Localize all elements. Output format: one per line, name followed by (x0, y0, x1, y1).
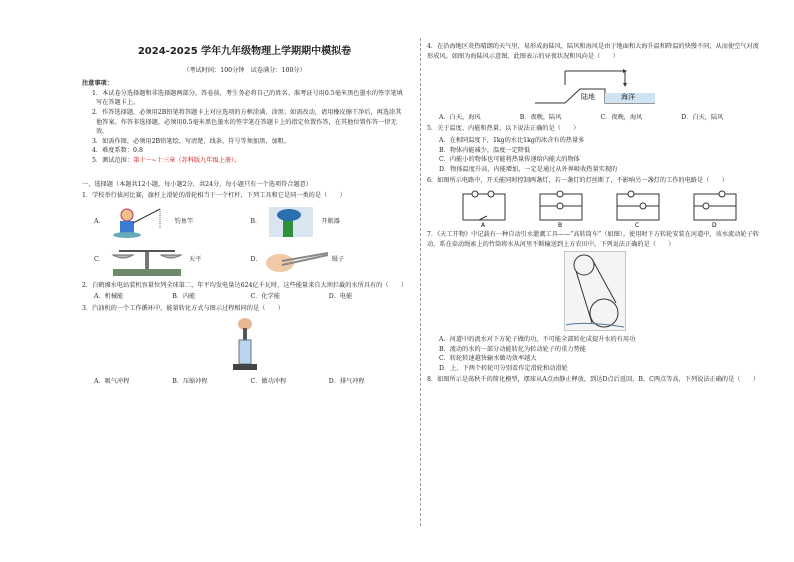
q4-figure (427, 63, 762, 113)
q7-option-c: C．转轮转速越快输水做功效率越大 (439, 355, 537, 363)
q4-option-d: D．白天，陆风 (681, 113, 724, 121)
note-4: 4．难度系数：0.8 (92, 147, 143, 155)
q4-option-c: C．夜晚，海风 (600, 113, 643, 121)
q3-figure (82, 316, 407, 378)
tweezers-image (262, 245, 332, 275)
q7-figure (427, 251, 762, 335)
q2-option-a: A．机械能 (94, 293, 124, 301)
note-5-label: 5．测试范围： (92, 156, 134, 164)
fishing-boy-image (105, 205, 175, 239)
q1-option-a (94, 205, 251, 239)
question-4: 4．在沿海地区炎热晴朗的天气里，易形成海陆风，陆风和海风是由于地面和大海升温和降温的快慢不同，从而使空气对流形成风。如图为海陆风示意图，此图表示的昼夜状况和风向是（ ） (427, 43, 759, 60)
question-8: 8．如图所示是荡秋千的简化模型，摆球从A点由静止释放，到达D点后返回，B、C两点等高，下列说法正确的是（ ） (427, 376, 760, 384)
sea-land-breeze-diagram (525, 63, 665, 109)
q1-option-c-label: 天平 (188, 256, 202, 263)
q2-option-d: D．电能 (328, 293, 353, 301)
q3-option-a: A．吸气冲程 (94, 378, 130, 386)
q3-option-d: D．排气冲程 (328, 378, 365, 386)
circuit-b (534, 188, 588, 228)
right-column (427, 40, 762, 387)
q4-option-b: B．夜晚，陆风 (519, 113, 562, 121)
q5-option-c: C．内能小的物体也可能将热量传递给内能大的物体 (439, 156, 580, 164)
q7-option-a: A．河道中的流水对下方轮子做的功，不可能全部转化成提升水的有用功 (439, 335, 636, 343)
q2-options (82, 292, 407, 302)
column-divider (420, 38, 421, 526)
note-3: 3．如需作图，必须用2B铅笔绘、写清楚，线条、符号等须加黑、加粗。 (92, 137, 291, 145)
circuit-a (457, 188, 511, 228)
q1-option-c-letter: C． (94, 256, 105, 263)
note-2: 2．作答选择题，必须用2B铅笔将答题卡上对应选项的方框涂满、涂黑；如需改动，请用橡皮擦干净后，再选涂其他答案。作答非选择题，必须用0.5毫米黑色墨水的签字笔在答题卡上的指定位置作答，在其他位置作答一律无效。 (92, 108, 402, 136)
circuit-d (688, 188, 742, 228)
question-3: 3．汽油机的一个工作循环中，能量转化方式与图示过程相同的是（ ） (82, 305, 284, 313)
bottle-opener-image (261, 205, 321, 239)
q4-option-a: A．白天，海风 (439, 113, 481, 121)
notes-title: 注意事项： (82, 80, 113, 88)
q1-option-a-label: 钓鱼竿 (174, 218, 194, 225)
q5-option-d: D．物体温度升高，内能增加，一定是通过从外界吸收热量实现的 (439, 165, 618, 173)
water-wheel-image (564, 251, 626, 331)
q3-option-c: C．做功冲程 (250, 378, 287, 386)
note-1: 1．本试卷分选择题和非选择题两部分。答卷前，考生务必将自己的姓名、准考证号用0.5毫米黑色墨水的签字笔填写在答题卡上。 (92, 89, 403, 107)
q1-options-ab (82, 205, 407, 239)
question-1: 1．学校举行拔河比赛，旗杆上滑轮的滑轮相当于一个杠杆，下列工具和它是同一类的是（ ） (82, 192, 346, 200)
scope-text: 第十一~十三章（苏科版九年级上册）。 (133, 156, 241, 164)
exam-title: 2024-2025 学年九年级物理上学期期中模拟卷 (137, 46, 352, 57)
q1-option-c (94, 243, 251, 277)
circuit-d-label: D (712, 222, 717, 229)
question-7: 7．《天工开物》中记载有一种自动引水灌溉工具——“高转筒车”（如图）。使用时下方转轮安装在河道中，该水流动轮子转动，系在牵动绳索上的竹筒将水从河里不断输送到上方农田中，下列说法正确的是（ ） (427, 231, 759, 248)
section-1-heading: 一、选择题（本题共12小题，每小题2分，共24分，每小题只有一个选项符合题意） (82, 180, 313, 188)
q3-options (82, 377, 407, 387)
q4-options (427, 113, 762, 123)
q1-options-cd (82, 243, 407, 277)
q2-option-b: B．内能 (172, 293, 196, 301)
q5-option-b: B．物体内能减少，温度一定降低 (439, 146, 531, 154)
circuit-a-label: A (481, 222, 486, 229)
q7-option-d: D．上、下两个转轮可分别看作定滑轮和动滑轮 (439, 364, 568, 372)
air-pump-image (225, 316, 265, 374)
note-5 (82, 156, 407, 166)
q7-option-b: B．流动的水的一部分动能转化为转动轮子的重力势能 (439, 345, 586, 353)
circuit-c-label: C (635, 222, 640, 229)
q6-circuits (427, 188, 762, 228)
q3-option-b: B．压缩冲程 (172, 378, 208, 386)
question-2: 2．白鹤滩水电站装机容量位列全球第二，年平均发电量达624亿千瓦时，这些能量来自大坝拦截的水所具有的（ ） (82, 281, 408, 289)
q1-option-b (251, 205, 408, 239)
sea-label: 海洋 (620, 93, 635, 102)
q1-option-d-letter: D． (250, 256, 262, 263)
q2-option-c: C．化学能 (250, 293, 280, 301)
left-column (82, 44, 407, 387)
question-5: 5．关于温度、内能和热量，以下说法正确的是（ ） (427, 125, 580, 133)
exam-meta: （考试时间：100分钟 试卷满分：100分） (183, 66, 306, 74)
q1-option-b-letter: B． (250, 218, 262, 225)
circuit-c (611, 188, 665, 228)
q1-option-a-letter: A． (94, 218, 105, 225)
q1-option-d (251, 245, 408, 275)
balance-scale-image (105, 243, 189, 277)
land-label: 陆地 (580, 93, 595, 102)
q5-option-a: A．在相同温度下，1kg的水比1kg的冰含有的热量多 (439, 137, 585, 145)
circuit-b-label: B (558, 222, 563, 229)
q1-option-b-label: 开瓶器 (321, 218, 340, 225)
q1-option-d-label: 镊子 (331, 256, 345, 263)
question-6: 6．如图所示电路中，开关能同时控制两盏灯，若一盏灯的灯丝断了，不影响另一盏灯的工作的电路是（ ） (427, 177, 728, 185)
